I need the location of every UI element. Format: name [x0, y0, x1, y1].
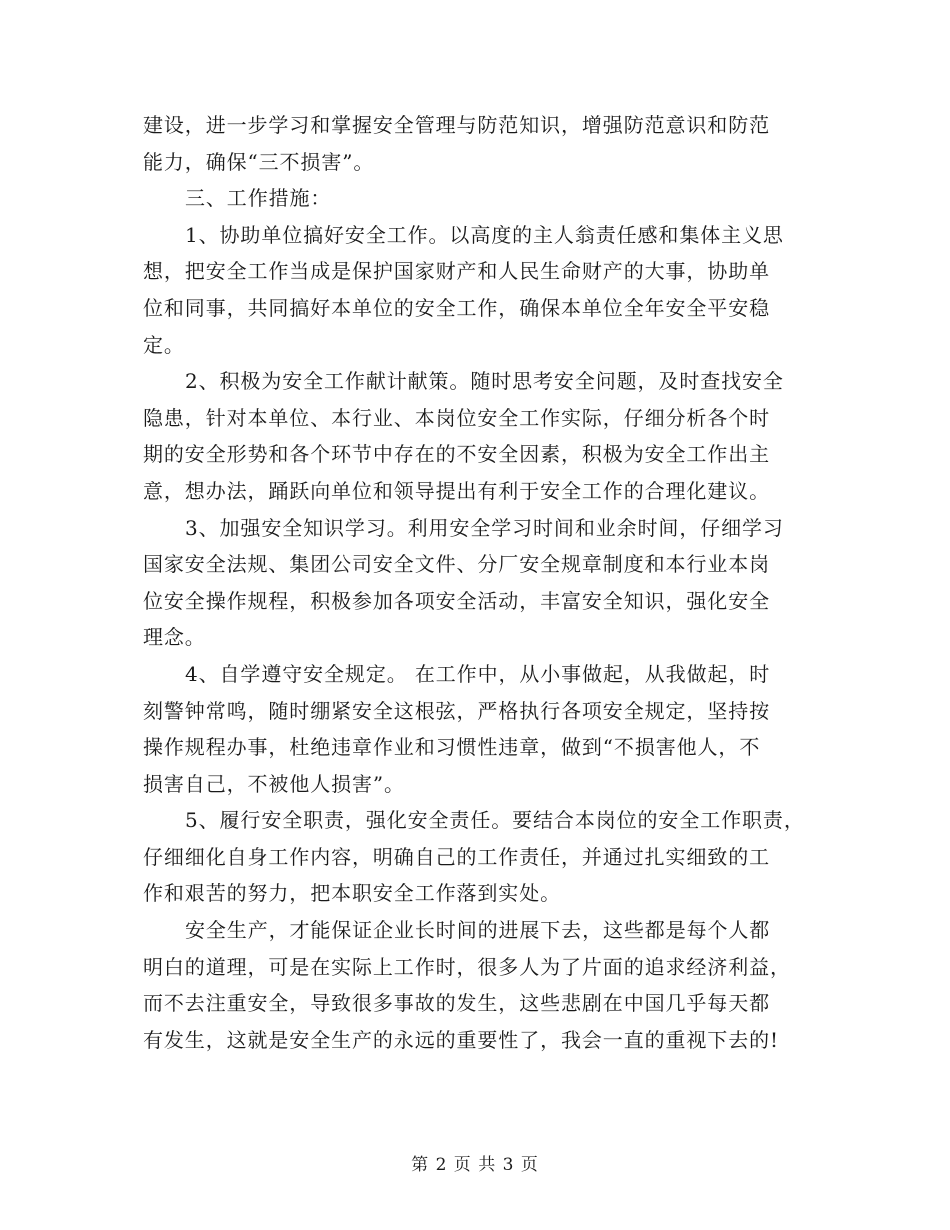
text-line: 能力，确保“三不损害”。 [143, 149, 375, 174]
text-line: 仔细细化自身工作内容，明确自己的工作责任，并通过扎实细致的工 [143, 844, 770, 869]
text-line: 国家安全法规、集团公司安全文件、分厂安全规章制度和本行业本岗 [143, 552, 770, 577]
text-line: 而不去注重安全，导致很多事故的发生，这些悲剧在中国几乎每天都 [143, 991, 770, 1016]
text-line: 操作规程办事，杜绝违章作业和习惯性违章，做到“不损害他人，不 [143, 735, 761, 760]
text-line: 作和艰苦的努力，把本职安全工作落到实处。 [143, 881, 561, 906]
text-line: 安全生产，才能保证企业长时间的进展下去，这些都是每个人都 [185, 918, 771, 943]
text-line: 损害自己，不被他人损害”。 [143, 771, 405, 796]
text-line: 有发生，这就是安全生产的永远的重要性了，我会一直的重视下去的! [143, 1027, 779, 1052]
text-line: 期的安全形势和各个环节中存在的不安全因素，积极为安全工作出主 [143, 442, 770, 467]
text-line: 刻警钟常鸣，随时绷紧安全这根弦，严格执行各项安全规定，坚持按 [143, 698, 770, 723]
text-line: 隐患，针对本单位、本行业、本岗位安全工作实际，仔细分析各个时 [143, 405, 770, 430]
text-line: 明白的道理，可是在实际上工作时，很多人为了片面的追求经济利益， [143, 954, 791, 979]
text-line: 3、加强安全知识学习。利用安全学习时间和业余时间，仔细学习 [185, 515, 784, 540]
document-body [143, 107, 813, 1058]
text-line: 理念。 [143, 625, 206, 650]
text-line: 1、协助单位搞好安全工作。以高度的主人翁责任感和集体主义思 [185, 222, 784, 247]
text-line: 建设，进一步学习和掌握安全管理与防范知识，增强防范意识和防范 [143, 113, 770, 137]
text-line: 2、积极为安全工作献计献策。随时思考安全问题，及时查找安全 [185, 369, 784, 394]
page-number-footer: 第 2 页 共 3 页 [411, 1155, 539, 1175]
text-line: 位和同事，共同搞好本单位的安全工作，确保本单位全年安全平安稳 [143, 295, 770, 320]
text-line: 位安全操作规程，积极参加各项安全活动，丰富安全知识，强化安全 [143, 588, 770, 613]
text-line: 4、自学遵守安全规定。 在工作中，从小事做起，从我做起，时 [185, 661, 771, 686]
text-line: 意，想办法，踊跃向单位和领导提出有利于安全工作的合理化建议。 [143, 478, 770, 503]
text-line: 想，把安全工作当成是保护国家财产和人民生命财产的大事，协助单 [143, 259, 770, 284]
text-line: 5、履行安全职责，强化安全责任。要结合本岗位的安全工作职责， [185, 808, 805, 833]
text-line: 三、工作措施： [185, 186, 332, 211]
text-line: 定。 [143, 332, 185, 357]
